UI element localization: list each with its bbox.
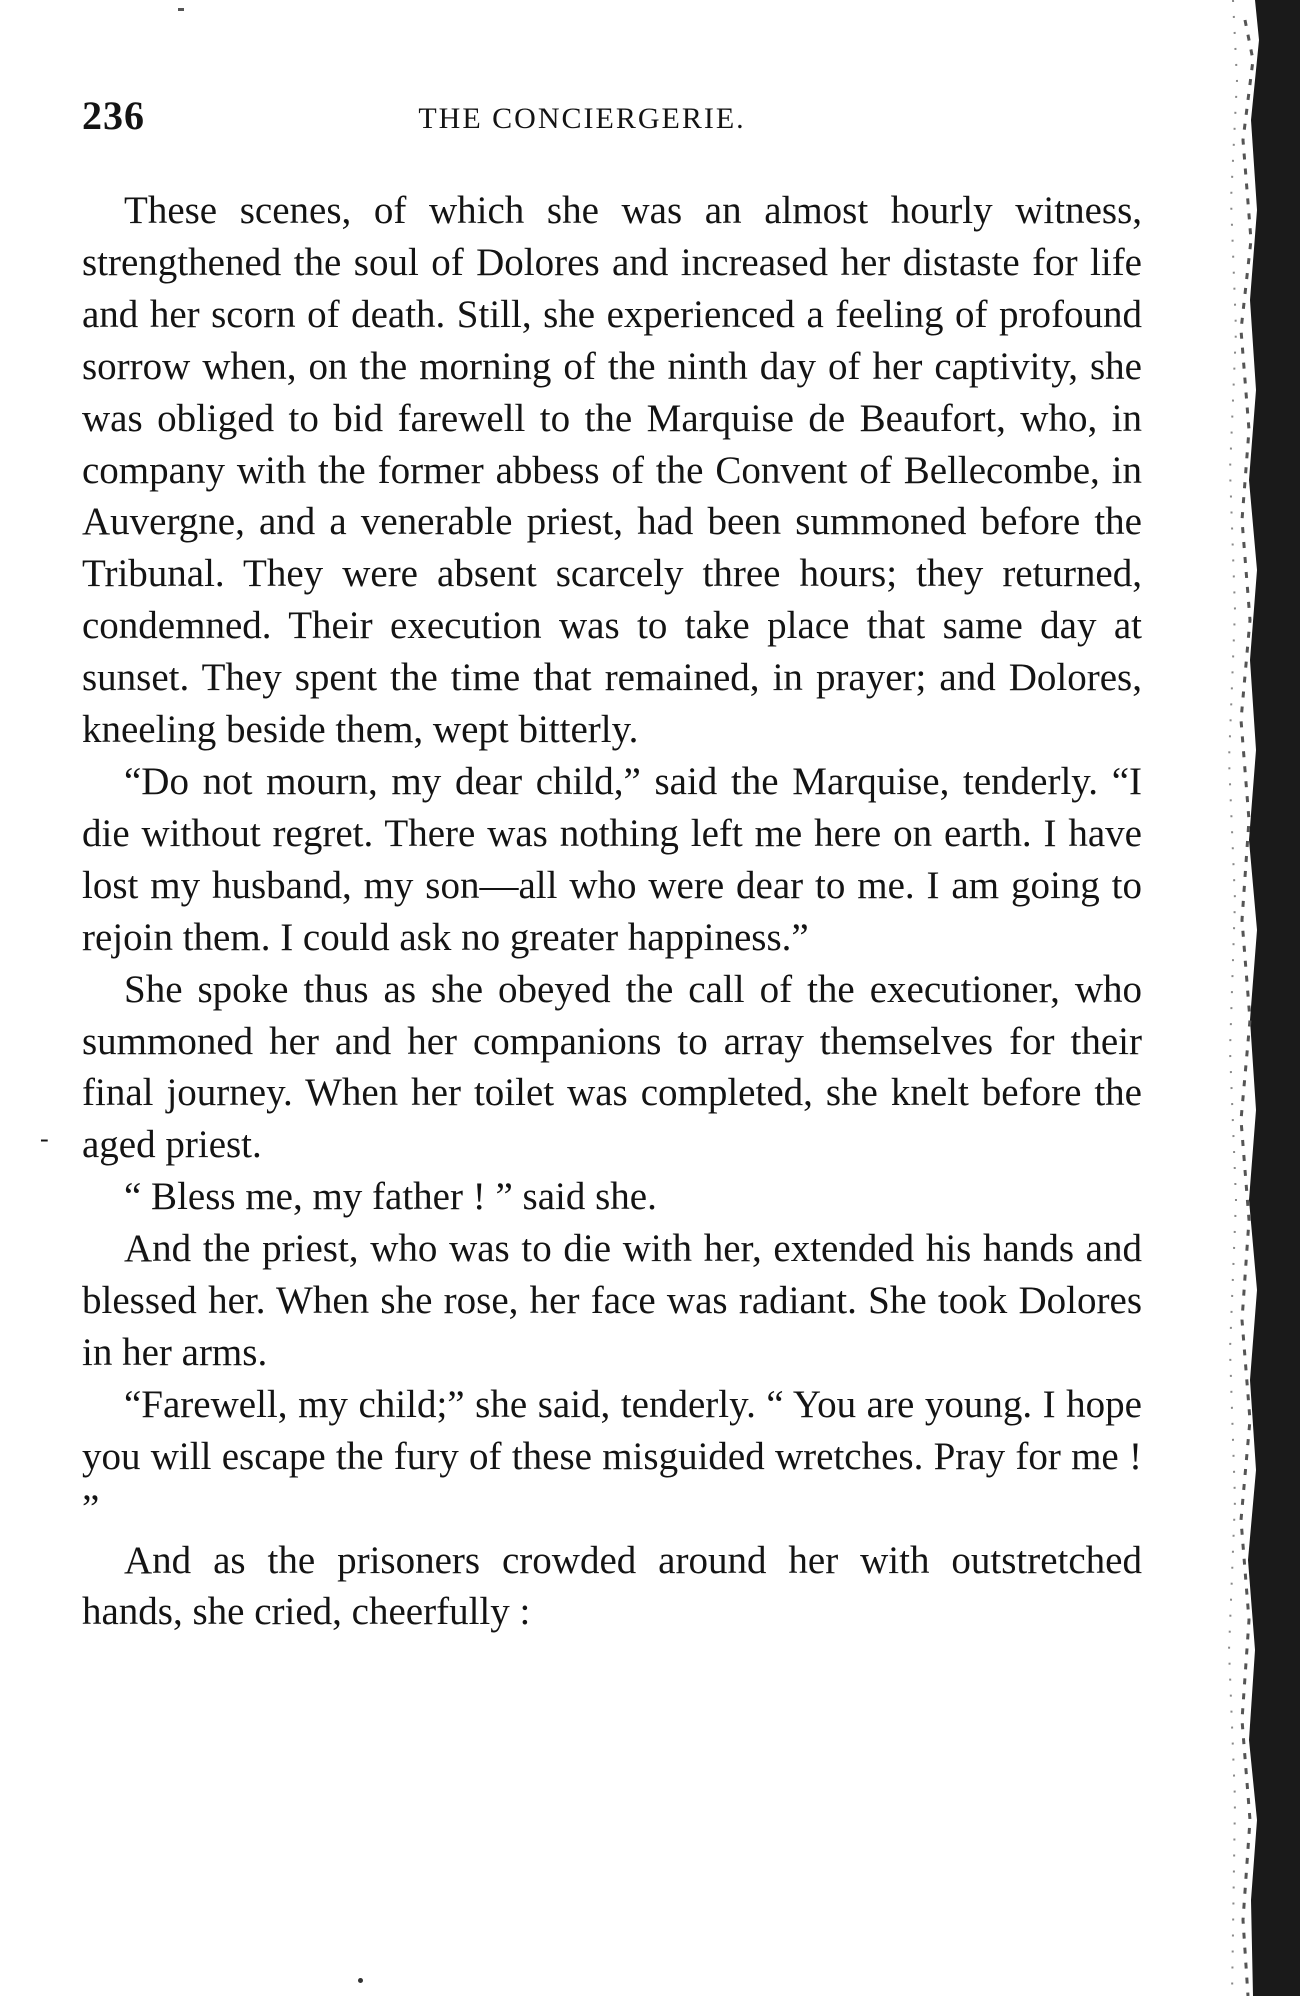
paragraph-2: “Do not mourn, my dear child,” said the Marquise, tenderly. “I die without regret. There was nothing left me here on earth. I have lost my husband, my son—all who were dear to me. I am going to rejoin them. I could ask no greater happiness.” [82, 759, 1142, 959]
body-text [82, 185, 1142, 1638]
paragraph-3: She spoke thus as she obeyed the call of the executioner, who summoned her and her companions to array themselves for their final journey. When her toilet was completed, she knelt before the aged priest. [82, 967, 1142, 1167]
scan-speck-bottom [358, 1978, 363, 1983]
paragraph-6: “Farewell, my child;” she said, tenderly. “ You are young. I hope you will escape the fury of these misguided wretches. Pray for me ! ” [82, 1382, 1142, 1530]
paragraph-1: These scenes, of which she was an almost hourly witness, strengthened the soul of Dolores and increased her distaste for life and her scorn of death. Still, she experienced a feeling of profound sorrow when, on the morning of the ninth day of her captivity, she was obliged to bid farewell to the Marquise de Beaufort, who, in company with the former abbess of the Convent of Bellecombe, in Auvergne, and a venerable priest, had been summoned before the Tribunal. They were absent scarcely three hours; they returned, condemned. Their execution was to take place that same day at sunset. They spent the time that remained, in prayer; and Dolores, kneeling beside them, wept bitterly. [82, 189, 1142, 752]
paragraph-5: And the priest, who was to die with her, extended his hands and blessed her. When she rose, her face was radiant. She took Dolores in her arms. [82, 1227, 1142, 1374]
running-title: THE CONCIERGERIE. [418, 102, 746, 135]
running-head [82, 92, 1142, 152]
paragraph-7: And as the prisoners crowded around her with outstretched hands, she cried, cheerfully : [82, 1538, 1142, 1634]
page-number: 236 [82, 93, 145, 138]
scan-speck [178, 8, 184, 11]
scanned-page-edge [1215, 0, 1300, 1996]
paragraph-4: “ Bless me, my father ! ” said she. [124, 1175, 657, 1219]
margin-mark: - [40, 1124, 49, 1153]
